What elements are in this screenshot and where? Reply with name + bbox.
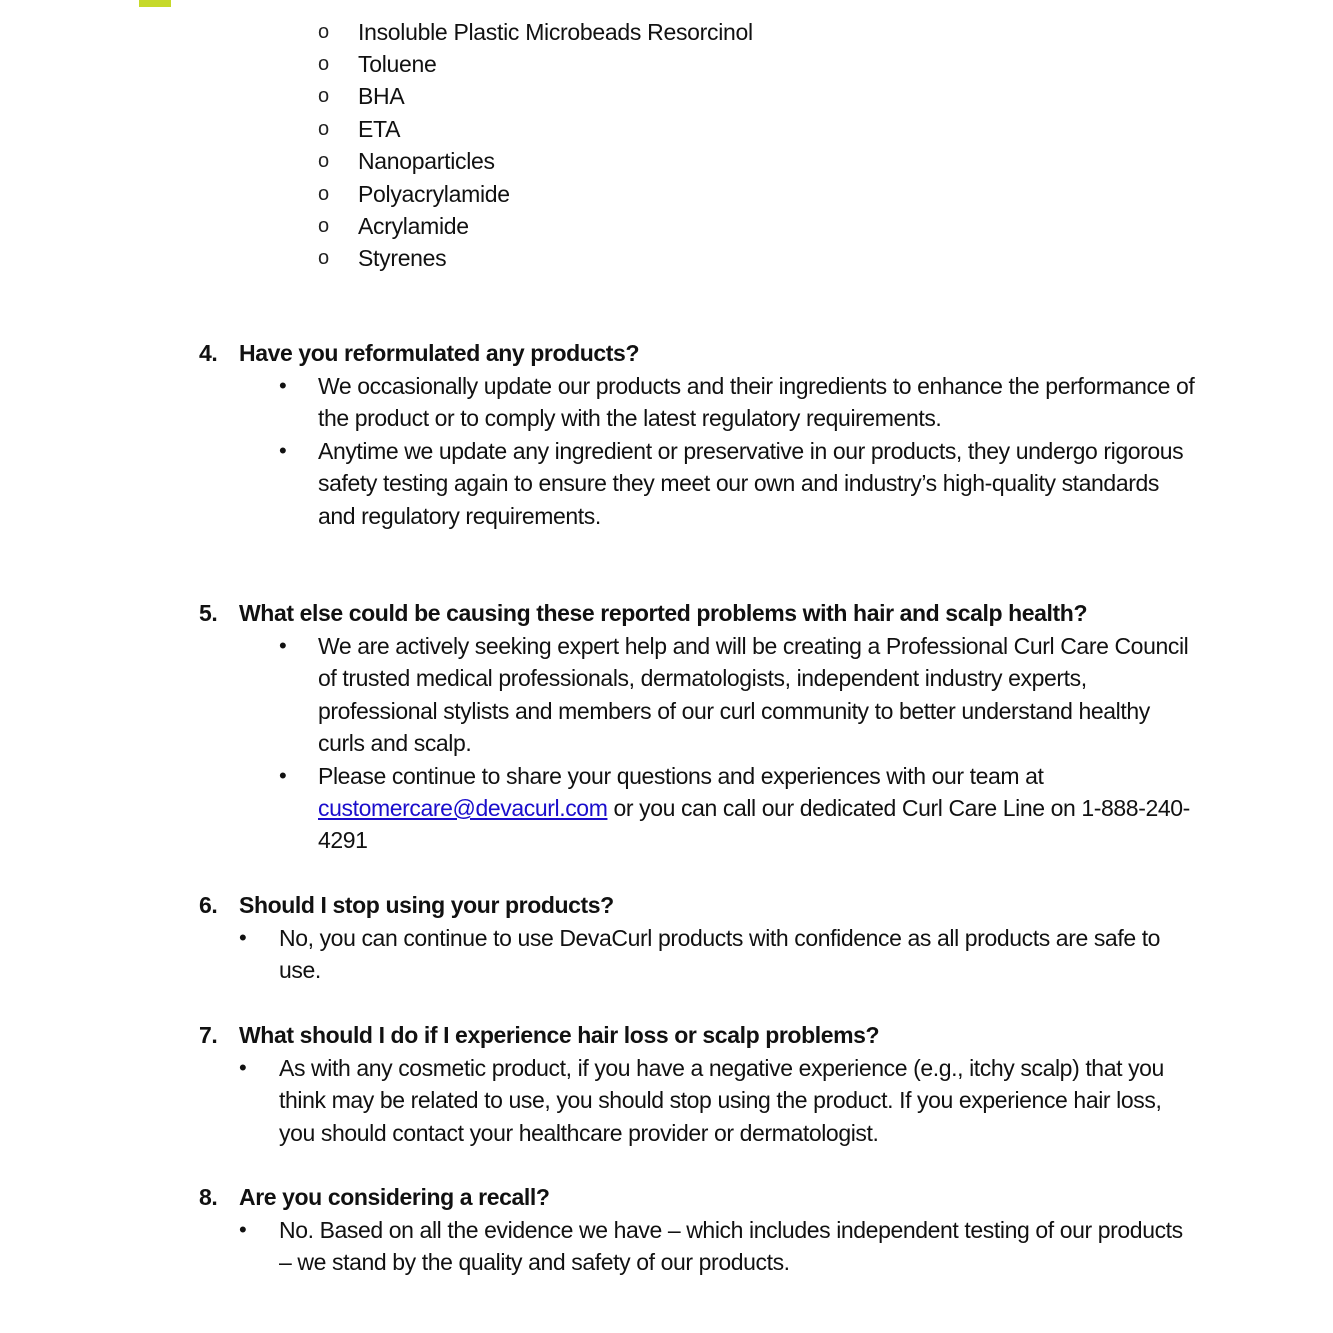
list-item: • We occasionally update our products and their ingredients to enhance the performance of the product or to comply with the latest regulatory requirements. — [199, 370, 1198, 435]
bullet-icon: • — [239, 1055, 247, 1080]
list-item: o Nanoparticles — [318, 148, 495, 175]
list-item: • We are actively seeking expert help and will be creating a Professional Curl Care Council of trusted medical professionals, dermatologists, independent industry experts, professional stylists and members of our curl community to better understand healthy curls and scalp. — [199, 630, 1198, 760]
question-heading: 7. What should I do if I experience hair loss or scalp problems? — [199, 1022, 880, 1048]
circle-bullet-icon: o — [318, 117, 329, 140]
circle-bullet-icon: o — [318, 85, 329, 108]
bullet-icon: • — [279, 762, 287, 788]
list-item: o BHA — [318, 83, 405, 110]
list-item: • Please continue to share your questions and experiences with our team at customercare@devacurl.com or you can call our dedicated Curl Care Line on 1-888-240-4291 — [199, 760, 1198, 857]
list-item: o Acrylamide — [318, 213, 469, 240]
ingredient-sublist — [318, 16, 753, 275]
question-heading: 4. Have you reformulated any products? — [199, 340, 640, 366]
answer-list — [199, 370, 1198, 532]
circle-bullet-icon: o — [318, 215, 329, 238]
circle-bullet-icon: o — [318, 20, 329, 43]
list-item: • Anytime we update any ingredient or preservative in our products, they undergo rigorous safety testing again to ensure they meet our own and industry’s high-quality standards and regulatory requirements. — [199, 435, 1198, 532]
circle-bullet-icon: o — [318, 182, 329, 205]
answer-list — [199, 1214, 1199, 1279]
bullet-icon: • — [279, 373, 287, 398]
faq-question-8 — [199, 1181, 1199, 1279]
faq-question-5 — [199, 597, 1198, 857]
bullet-icon: • — [239, 925, 247, 950]
circle-bullet-icon: o — [318, 53, 329, 76]
list-item: o Insoluble Plastic Microbeads Resorcinol — [318, 18, 753, 45]
bullet-icon: • — [279, 437, 287, 463]
faq-question-6 — [199, 889, 1199, 987]
faq-question-7 — [199, 1019, 1199, 1149]
circle-bullet-icon: o — [318, 247, 329, 270]
bullet-icon: • — [239, 1217, 247, 1242]
accent-bar — [139, 0, 171, 7]
list-item: o Toluene — [318, 51, 437, 78]
faq-question-4 — [199, 337, 1198, 532]
answer-list — [199, 1052, 1199, 1149]
answer-list — [199, 630, 1198, 857]
circle-bullet-icon: o — [318, 150, 329, 173]
list-item: • No, you can continue to use DevaCurl products with confidence as all products are safe to use. — [199, 922, 1199, 987]
list-item: o Polyacrylamide — [318, 180, 510, 207]
answer-list — [199, 922, 1199, 987]
list-item: o Styrenes — [318, 245, 447, 272]
question-heading: 6. Should I stop using your products? — [199, 892, 614, 918]
list-item: o ETA — [318, 115, 401, 142]
list-item: • No. Based on all the evidence we have – which includes independent testing of our products – we stand by the quality and safety of our products. — [199, 1214, 1199, 1279]
customer-care-email-link[interactable]: customercare@devacurl.com — [318, 795, 608, 822]
list-item: • As with any cosmetic product, if you have a negative experience (e.g., itchy scalp) that you think may be related to use, you should stop using the product. If you experience hair loss, you should contact your healthcare provider or dermatologist. — [199, 1052, 1199, 1149]
question-heading: 8. Are you considering a recall? — [199, 1184, 550, 1210]
question-heading: 5. What else could be causing these reported problems with hair and scalp health? — [199, 600, 1088, 626]
bullet-icon: • — [279, 633, 287, 658]
